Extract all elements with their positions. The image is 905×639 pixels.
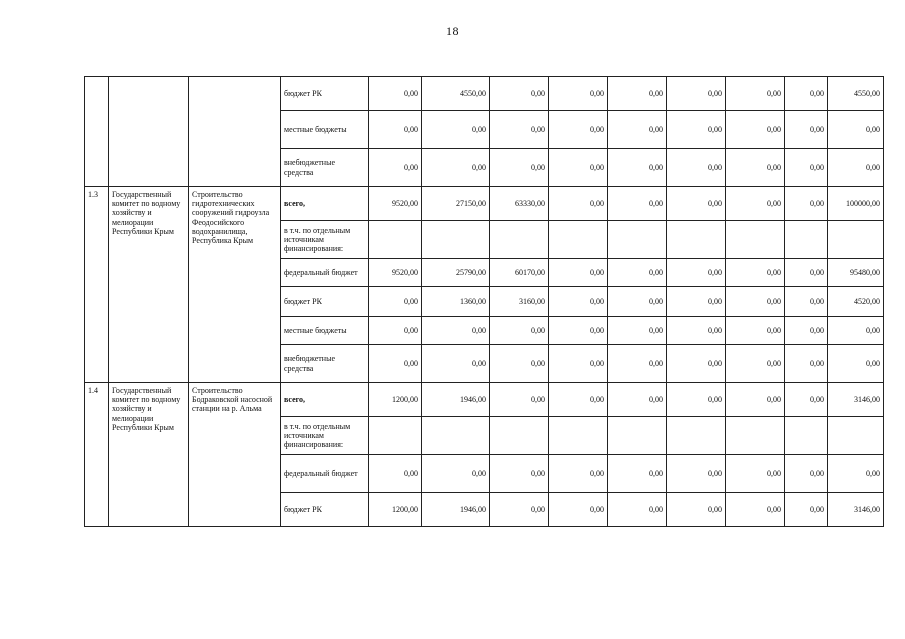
value-cell: 0,00	[726, 345, 785, 383]
funding-source-cell: бюджет РК	[281, 287, 369, 317]
funding-source-cell: в т.ч. по отдельным источникам финансирования:	[281, 417, 369, 455]
value-cell: 0,00	[667, 149, 726, 187]
value-cell: 0,00	[785, 111, 828, 149]
value-cell: 0,00	[667, 345, 726, 383]
funding-source-cell: бюджет РК	[281, 493, 369, 527]
organization-cell: Государственный комитет по водному хозяйству и мелиорации Республики Крым	[109, 187, 189, 383]
value-cell: 0,00	[785, 77, 828, 111]
funding-source-cell: всего,	[281, 383, 369, 417]
value-cell	[726, 417, 785, 455]
value-cell: 0,00	[608, 149, 667, 187]
value-cell: 0,00	[422, 455, 490, 493]
row-index-cell	[85, 77, 109, 187]
total-cell: 0,00	[828, 317, 884, 345]
value-cell: 0,00	[490, 149, 549, 187]
value-cell	[785, 221, 828, 259]
value-cell: 0,00	[369, 111, 422, 149]
total-cell: 0,00	[828, 345, 884, 383]
value-cell: 0,00	[726, 111, 785, 149]
value-cell: 0,00	[490, 383, 549, 417]
value-cell: 0,00	[608, 383, 667, 417]
table-row	[85, 187, 884, 221]
value-cell: 0,00	[667, 77, 726, 111]
value-cell: 0,00	[490, 317, 549, 345]
value-cell: 0,00	[785, 493, 828, 527]
value-cell: 0,00	[549, 345, 608, 383]
total-cell	[828, 417, 884, 455]
value-cell: 0,00	[726, 383, 785, 417]
value-cell: 0,00	[785, 317, 828, 345]
value-cell: 4550,00	[422, 77, 490, 111]
value-cell: 0,00	[369, 345, 422, 383]
value-cell	[369, 221, 422, 259]
value-cell: 0,00	[667, 493, 726, 527]
value-cell: 0,00	[785, 455, 828, 493]
value-cell: 0,00	[608, 317, 667, 345]
organization-cell	[109, 77, 189, 187]
value-cell: 0,00	[785, 345, 828, 383]
value-cell: 0,00	[549, 493, 608, 527]
funding-source-cell: федеральный бюджет	[281, 259, 369, 287]
value-cell: 0,00	[608, 77, 667, 111]
value-cell: 1200,00	[369, 493, 422, 527]
value-cell: 0,00	[549, 383, 608, 417]
project-cell	[189, 77, 281, 187]
value-cell: 0,00	[608, 287, 667, 317]
value-cell: 1360,00	[422, 287, 490, 317]
value-cell: 25790,00	[422, 259, 490, 287]
value-cell: 0,00	[549, 259, 608, 287]
value-cell: 1946,00	[422, 493, 490, 527]
total-cell	[828, 221, 884, 259]
value-cell	[608, 221, 667, 259]
funding-source-cell: местные бюджеты	[281, 317, 369, 345]
value-cell: 0,00	[785, 187, 828, 221]
total-cell: 95480,00	[828, 259, 884, 287]
value-cell: 0,00	[549, 287, 608, 317]
value-cell: 0,00	[785, 259, 828, 287]
value-cell: 0,00	[785, 287, 828, 317]
value-cell: 0,00	[422, 149, 490, 187]
value-cell: 0,00	[726, 149, 785, 187]
value-cell: 0,00	[726, 187, 785, 221]
value-cell: 0,00	[726, 493, 785, 527]
value-cell: 0,00	[667, 383, 726, 417]
value-cell: 0,00	[667, 317, 726, 345]
project-cell: Строительство гидротехнических сооружений гидроузла Феодосийского водохранилища, Республика Крым	[189, 187, 281, 383]
value-cell: 9520,00	[369, 187, 422, 221]
funding-source-cell: внебюджетные средства	[281, 149, 369, 187]
page-number: 18	[446, 24, 459, 38]
row-index-cell: 1.3	[85, 187, 109, 383]
total-cell: 0,00	[828, 455, 884, 493]
value-cell	[549, 221, 608, 259]
value-cell: 0,00	[608, 111, 667, 149]
funding-source-cell: бюджет РК	[281, 77, 369, 111]
value-cell	[785, 417, 828, 455]
value-cell: 0,00	[549, 187, 608, 221]
value-cell: 0,00	[422, 111, 490, 149]
value-cell	[726, 221, 785, 259]
value-cell	[422, 417, 490, 455]
funding-source-cell: местные бюджеты	[281, 111, 369, 149]
table-row	[85, 77, 884, 111]
value-cell: 0,00	[549, 317, 608, 345]
value-cell: 0,00	[490, 493, 549, 527]
funding-source-cell: в т.ч. по отдельным источникам финансирования:	[281, 221, 369, 259]
value-cell: 27150,00	[422, 187, 490, 221]
value-cell: 0,00	[608, 259, 667, 287]
value-cell: 0,00	[549, 77, 608, 111]
value-cell: 0,00	[369, 287, 422, 317]
row-index-cell: 1.4	[85, 383, 109, 527]
value-cell: 0,00	[369, 455, 422, 493]
total-cell: 4550,00	[828, 77, 884, 111]
value-cell	[608, 417, 667, 455]
value-cell	[490, 221, 549, 259]
value-cell: 0,00	[369, 77, 422, 111]
funding-source-cell: федеральный бюджет	[281, 455, 369, 493]
value-cell: 0,00	[608, 345, 667, 383]
total-cell: 4520,00	[828, 287, 884, 317]
value-cell: 0,00	[726, 259, 785, 287]
value-cell: 0,00	[785, 149, 828, 187]
table-row	[85, 383, 884, 417]
value-cell: 0,00	[726, 287, 785, 317]
value-cell: 60170,00	[490, 259, 549, 287]
value-cell: 1946,00	[422, 383, 490, 417]
value-cell: 0,00	[726, 455, 785, 493]
value-cell	[667, 417, 726, 455]
value-cell	[667, 221, 726, 259]
value-cell: 1200,00	[369, 383, 422, 417]
value-cell	[490, 417, 549, 455]
value-cell: 0,00	[422, 317, 490, 345]
value-cell	[369, 417, 422, 455]
value-cell: 0,00	[608, 455, 667, 493]
budget-table	[84, 76, 884, 527]
value-cell: 0,00	[667, 187, 726, 221]
value-cell	[549, 417, 608, 455]
funding-source-cell: внебюджетные средства	[281, 345, 369, 383]
value-cell: 0,00	[490, 111, 549, 149]
value-cell: 0,00	[549, 455, 608, 493]
value-cell: 0,00	[667, 259, 726, 287]
total-cell: 0,00	[828, 111, 884, 149]
value-cell: 0,00	[369, 317, 422, 345]
value-cell: 3160,00	[490, 287, 549, 317]
value-cell: 0,00	[608, 187, 667, 221]
value-cell: 0,00	[726, 317, 785, 345]
value-cell: 0,00	[549, 149, 608, 187]
project-cell: Строительство Бодраковской насосной станции на р. Альма	[189, 383, 281, 527]
value-cell: 0,00	[785, 383, 828, 417]
value-cell: 0,00	[490, 77, 549, 111]
organization-cell: Государственный комитет по водному хозяйству и мелиорации Республики Крым	[109, 383, 189, 527]
value-cell: 63330,00	[490, 187, 549, 221]
value-cell: 0,00	[422, 345, 490, 383]
value-cell: 0,00	[726, 77, 785, 111]
value-cell: 0,00	[667, 287, 726, 317]
funding-source-cell: всего,	[281, 187, 369, 221]
total-cell: 100000,00	[828, 187, 884, 221]
value-cell: 0,00	[667, 455, 726, 493]
total-cell: 3146,00	[828, 383, 884, 417]
value-cell: 0,00	[667, 111, 726, 149]
value-cell: 9520,00	[369, 259, 422, 287]
value-cell: 0,00	[490, 345, 549, 383]
value-cell: 0,00	[549, 111, 608, 149]
value-cell: 0,00	[490, 455, 549, 493]
value-cell: 0,00	[369, 149, 422, 187]
value-cell	[422, 221, 490, 259]
total-cell: 3146,00	[828, 493, 884, 527]
total-cell: 0,00	[828, 149, 884, 187]
value-cell: 0,00	[608, 493, 667, 527]
